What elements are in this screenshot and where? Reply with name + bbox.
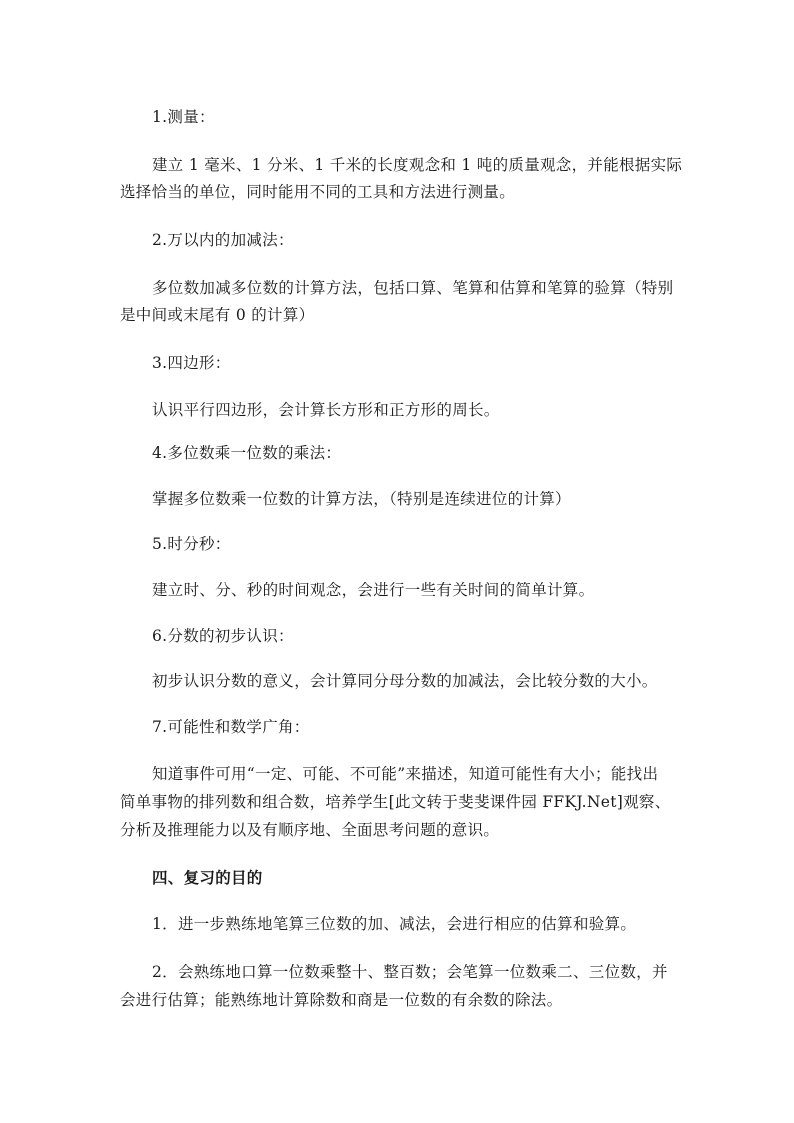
section-heading-time: 5.时分秒： [152, 535, 231, 553]
paragraph-line: 多位数加减多位数的计算方法，包括口算、笔算和估算和笔算的验算（特别 [152, 279, 674, 297]
paragraph-line: 分析及推理能力以及有顺序地、全面思考问题的意识。 [120, 821, 500, 839]
section-heading-quadrilateral: 3.四边形： [152, 354, 231, 372]
paragraph-line: 建立时、分、秒的时间观念，会进行一些有关时间的简单计算。 [152, 581, 595, 599]
paragraph-line: 建立 1 毫米、1 分米、1 千米的长度观念和 1 吨的质量观念，并能根据实际 [152, 156, 683, 174]
section-heading-possibility: 7.可能性和数学广角： [152, 718, 310, 736]
paragraph-line: 初步认识分数的意义，会计算同分母分数的加减法，会比较分数的大小。 [152, 672, 658, 690]
paragraph-line: 会进行估算；能熟练地计算除数和商是一位数的有余数的除法。 [120, 991, 563, 1009]
paragraph-line: 2．会熟练地口算一位数乘整十、整百数；会笔算一位数乘二、三位数，并 [152, 963, 668, 981]
section-heading-fractions: 6.分数的初步认识： [152, 627, 294, 645]
paragraph-line: 1．进一步熟练地笔算三位数的加、减法，会进行相应的估算和验算。 [152, 915, 637, 933]
section-heading-multiplication: 4.多位数乘一位数的乘法： [152, 444, 342, 462]
paragraph-line: 认识平行四边形，会计算长方形和正方形的周长。 [152, 401, 500, 419]
section-heading-review-goals: 四、复习的目的 [152, 868, 263, 887]
paragraph-line: 知道事件可用“一定、可能、不可能”来描述，知道可能性有大小；能找出 [152, 765, 659, 783]
section-heading-measurement: 1.测量： [152, 108, 215, 126]
paragraph-line: 掌握多位数乘一位数的计算方法，（特别是连续进位的计算） [152, 490, 571, 508]
paragraph-line: 是中间或末尾有 0 的计算） [120, 306, 315, 324]
section-heading-addition-subtraction: 2.万以内的加减法： [152, 231, 294, 249]
paragraph-line: 简单事物的排列数和组合数，培养学生[此文转于斐斐课件园 FFKJ.Net]观察、 [120, 793, 671, 811]
paragraph-line: 选择恰当的单位，同时能用不同的工具和方法进行测量。 [120, 183, 516, 201]
